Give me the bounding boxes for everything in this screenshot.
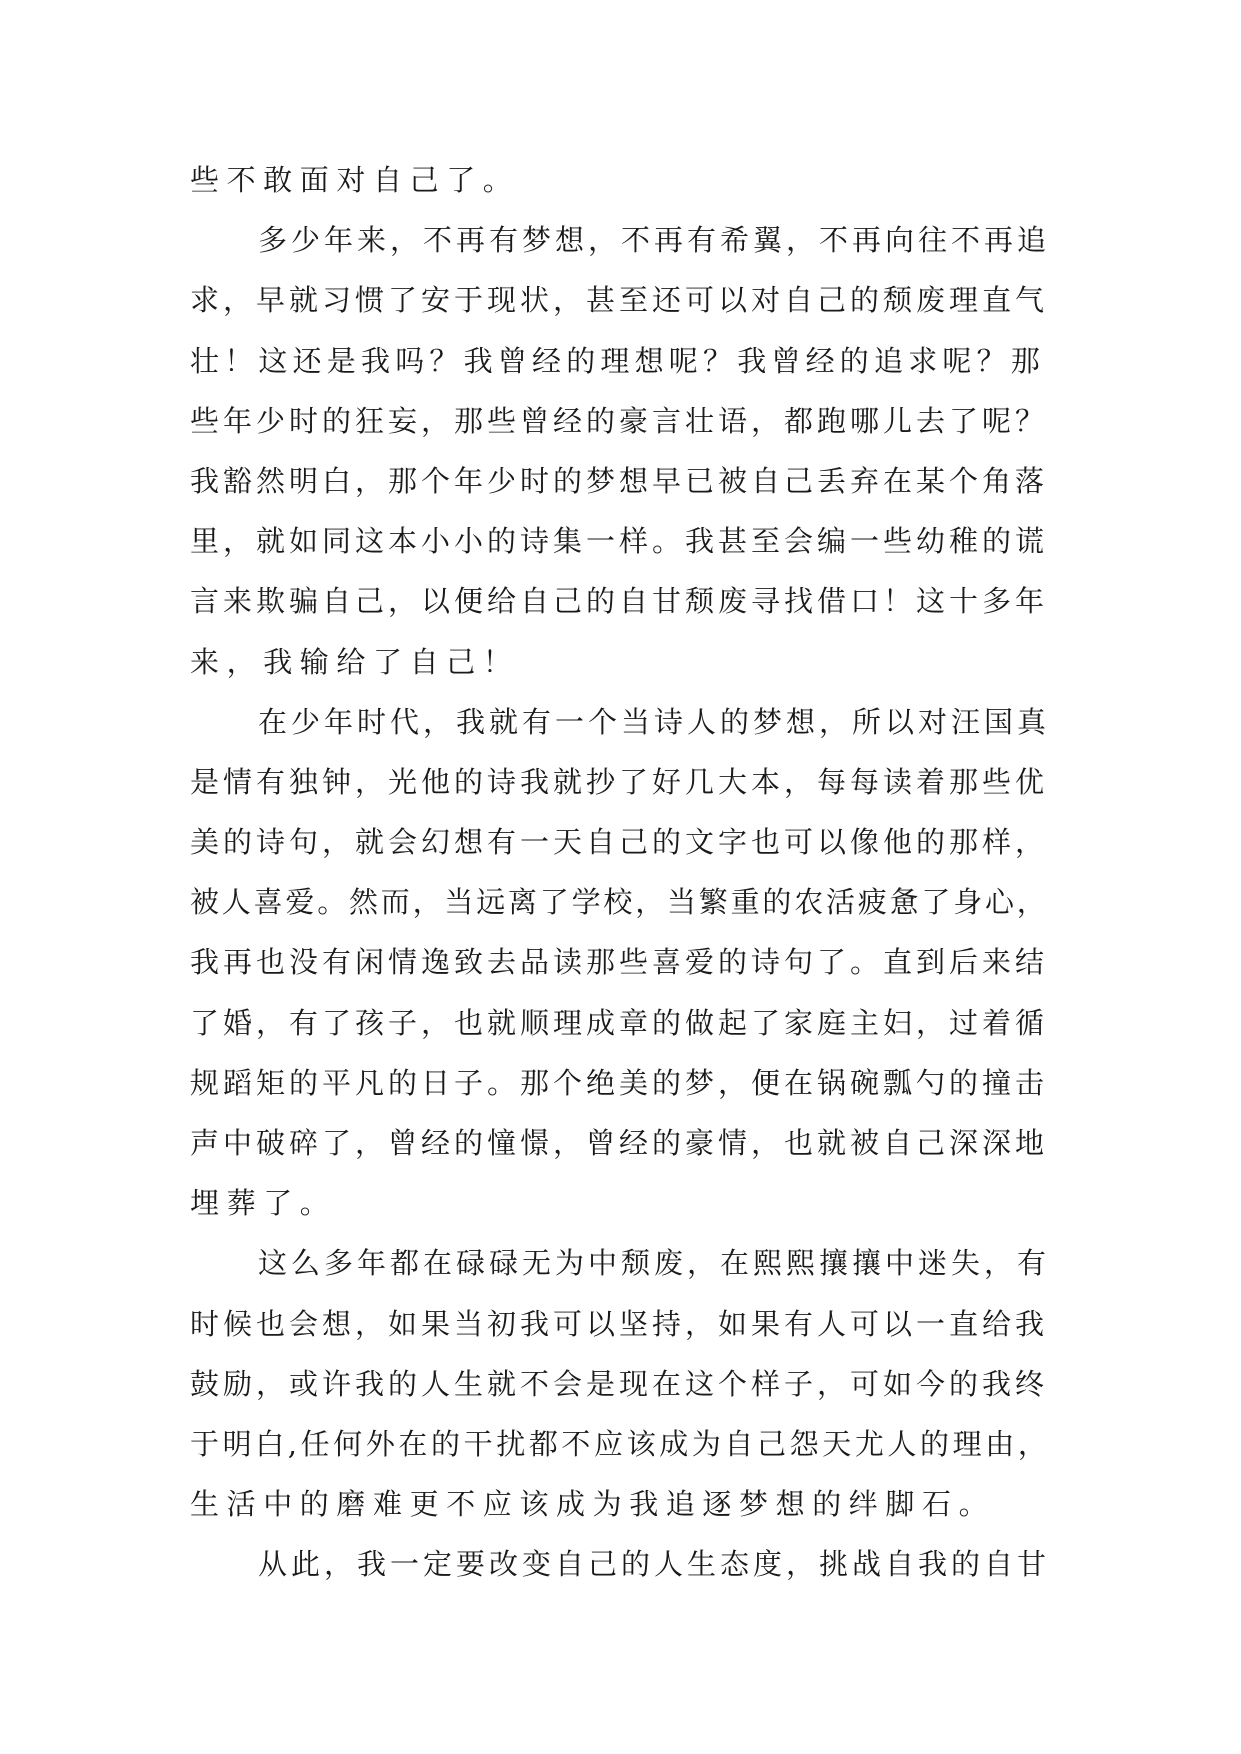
text-line: 里，就如同这本小小的诗集一样。我甚至会编一些幼稚的谎 [190,524,1049,559]
text-line: 在少年时代，我就有一个当诗人的梦想，所以对汪国真 [258,704,1051,739]
text-line: 我再也没有闲情逸致去品读那些喜爱的诗句了。直到后来结 [190,945,1049,980]
text-line: 被人喜爱。然而，当远离了学校，当繁重的农活疲惫了身心， [190,885,1049,920]
text-line: 来，我输给了自己！ [190,644,520,679]
text-line: 求，早就习惯了安于现状，甚至还可以对自己的颓废理直气 [190,283,1049,318]
text-line: 声中破碎了，曾经的憧憬，曾经的豪情，也就被自己深深地 [190,1126,1049,1160]
text-line: 些年少时的狂妄，那些曾经的豪言壮语，都跑哪儿去了呢？ [190,403,1049,438]
text-line: 是情有独钟，光他的诗我就抄了好几大本，每每读着那些优 [190,764,1049,799]
text-line: 鼓励，或许我的人生就不会是现在这个样子，可如今的我终 [190,1366,1049,1401]
text-line: 言来欺骗自己，以便给自己的自甘颓废寻找借口！这十多年 [190,584,1049,619]
text-line: 于明白,任何外在的干扰都不应该成为自己怨天尤人的理由， [190,1426,1051,1461]
text-line: 了婚，有了孩子，也就顺理成章的做起了家庭主妇，过着循 [190,1005,1049,1040]
text-line: 时候也会想，如果当初我可以坚持，如果有人可以一直给我 [190,1306,1049,1341]
text-line: 埋葬了。 [190,1186,337,1221]
text-line: 些不敢面对自己了。 [190,163,520,197]
text-line: 壮！这还是我吗？我曾经的理想呢？我曾经的追求呢？那 [190,343,1046,378]
text-line: 美的诗句，就会幻想有一天自己的文字也可以像他的那样， [190,825,1049,860]
text-line: 生活中的磨难更不应该成为我追逐梦想的绊脚石。 [190,1487,996,1522]
text-line: 规蹈矩的平凡的日子。那个绝美的梦，便在锅碗瓢勺的撞击 [190,1065,1049,1100]
text-line: 多少年来，不再有梦想，不再有希翼，不再向往不再追 [258,223,1051,258]
document-body [190,150,1050,1595]
text-line: 这么多年都在碌碌无为中颓废，在熙熙攘攘中迷失，有 [258,1246,1051,1281]
text-line: 我豁然明白，那个年少时的梦想早已被自己丢弃在某个角落 [190,463,1049,498]
text-line: 从此，我一定要改变自己的人生态度，挑战自我的自甘 [258,1547,1051,1582]
